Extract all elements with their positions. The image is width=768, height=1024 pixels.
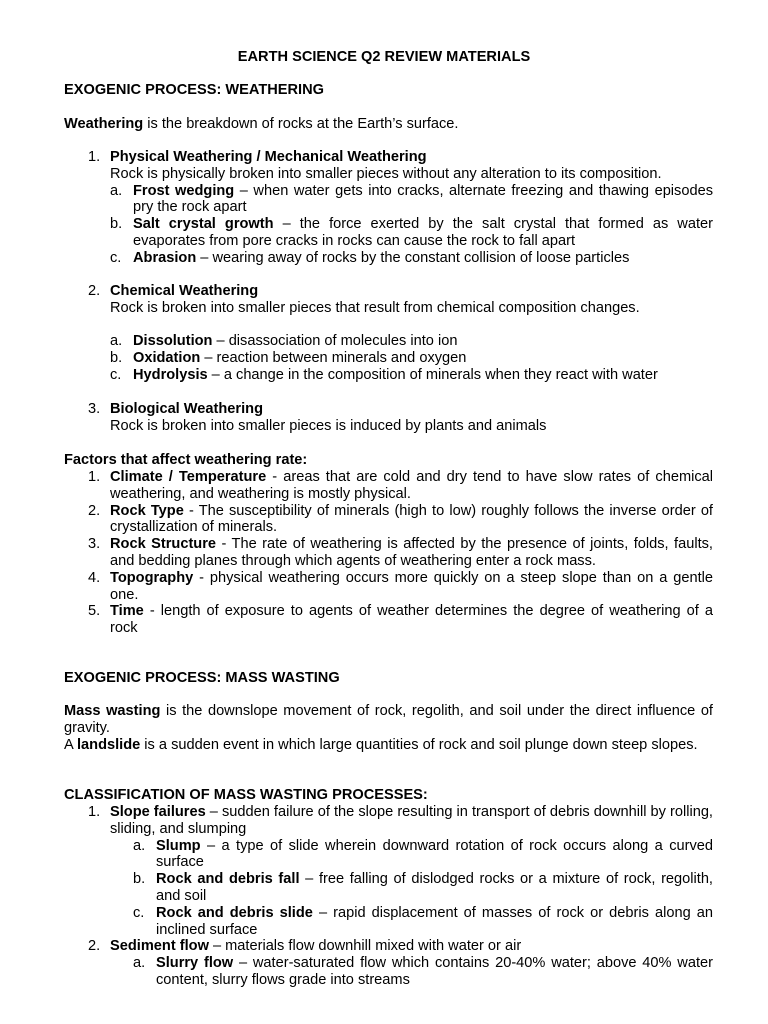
weathering-type-physical [88, 149, 713, 267]
list-item: b. Salt crystal growth – the force exerted by the salt crystal that formed as water evaporates from pore cracks in rocks can cause the rock to fall apart [110, 216, 713, 249]
factors-heading: Factors that affect weathering rate: [64, 452, 308, 468]
weathering-type-description: Rock is broken into smaller pieces is induced by plants and animals [110, 417, 547, 434]
mass-wasting-heading: EXOGENIC PROCESS: MASS WASTING [64, 670, 340, 686]
weathering-type-description: Rock is physically broken into smaller pieces without any alteration to its composition. [110, 165, 662, 182]
weathering-type-biological [88, 401, 713, 435]
list-item: 2. Sediment flow – materials flow downhill mixed with water or air a. Slurry flow – water-saturated flow which contains 20-40% water; above 40% water content, slurry flows grade into streams [88, 938, 713, 988]
list-item: 4. Topography - physical weathering occurs more quickly on a steep slope than on a gentle one. [88, 569, 713, 603]
list-item: a. Frost wedging – when water gets into cracks, alternate freezing and thawing episodes pry the rock apart [110, 182, 713, 216]
list-item: a. Slump – a type of slide wherein downward rotation of rock occurs along a curved surface [133, 837, 713, 871]
list-item: a. Slurry flow – water-saturated flow which contains 20-40% water; above 40% water content, slurry flows grade into streams [133, 955, 713, 988]
list-number: 1. [88, 149, 101, 165]
weathering-type-chemical [88, 283, 713, 384]
list-item: 3. Rock Structure - The rate of weathering is affected by the presence of joints, folds, faults, and bedding planes through which agents of weathering enter a rock mass. [88, 536, 713, 569]
list-number: 3. [88, 401, 101, 417]
classification-heading: CLASSIFICATION OF MASS WASTING PROCESSES: [64, 787, 428, 803]
list-item: 1. Slope failures – sudden failure of the slope resulting in transport of debris downhill by rolling, sliding, and slumping a. Slump – a type of slide wherein downward rotation of rock occurs along a curved surface b. Rock and debris fall – free falling of dislodged rocks or a mixture of rock, regolith, and soil c. Rock and debris slide – rapid displacement of masses of rock or debris along an inclined surface [88, 804, 713, 938]
classification-list [88, 804, 713, 989]
document-title: EARTH SCIENCE Q2 REVIEW MATERIALS [237, 49, 531, 65]
weathering-heading: EXOGENIC PROCESS: WEATHERING [64, 82, 325, 98]
factors-list [88, 469, 713, 637]
list-item: c. Hydrolysis – a change in the composition of minerals when they react with water [110, 366, 658, 383]
list-item: b. Oxidation – reaction between minerals and oxygen [110, 350, 467, 367]
mass-wasting-definition: Mass wasting is the downslope movement of rock, regolith, and soil under the direct influence of gravity. A landslide is a sudden event in which large quantities of rock and soil plunge down steep slopes. [64, 703, 713, 753]
list-item: 2. Rock Type - The susceptibility of minerals (high to low) roughly follows the inverse order of crystallization of minerals. [88, 502, 713, 536]
weathering-type-description: Rock is broken into smaller pieces that result from chemical composition changes. [110, 299, 640, 316]
weathering-intro [64, 116, 713, 133]
list-item: a. Dissolution – disassociation of molecules into ion [110, 333, 458, 350]
list-number: 2. [88, 283, 101, 299]
weathering-term: Weathering [64, 116, 144, 132]
list-item: c. Rock and debris slide – rapid displacement of masses of rock or debris along an inclined surface [133, 904, 713, 938]
list-item: 1. Climate / Temperature - areas that are cold and dry tend to have slow rates of chemical weathering, and weathering is mostly physical. [88, 469, 713, 502]
list-item: 5. Time - length of exposure to agents of weather determines the degree of weathering of a rock [88, 603, 713, 637]
weathering-type-title: Chemical Weathering [110, 283, 259, 299]
list-item: b. Rock and debris fall – free falling of dislodged rocks or a mixture of rock, regolith, and soil [133, 871, 713, 904]
weathering-definition: is the breakdown of rocks at the Earth’s surface. [143, 116, 459, 132]
weathering-type-title: Biological Weathering [110, 401, 263, 417]
weathering-type-title: Physical Weathering / Mechanical Weathering [110, 149, 427, 165]
list-item: c. Abrasion – wearing away of rocks by the constant collision of loose particles [110, 249, 630, 266]
